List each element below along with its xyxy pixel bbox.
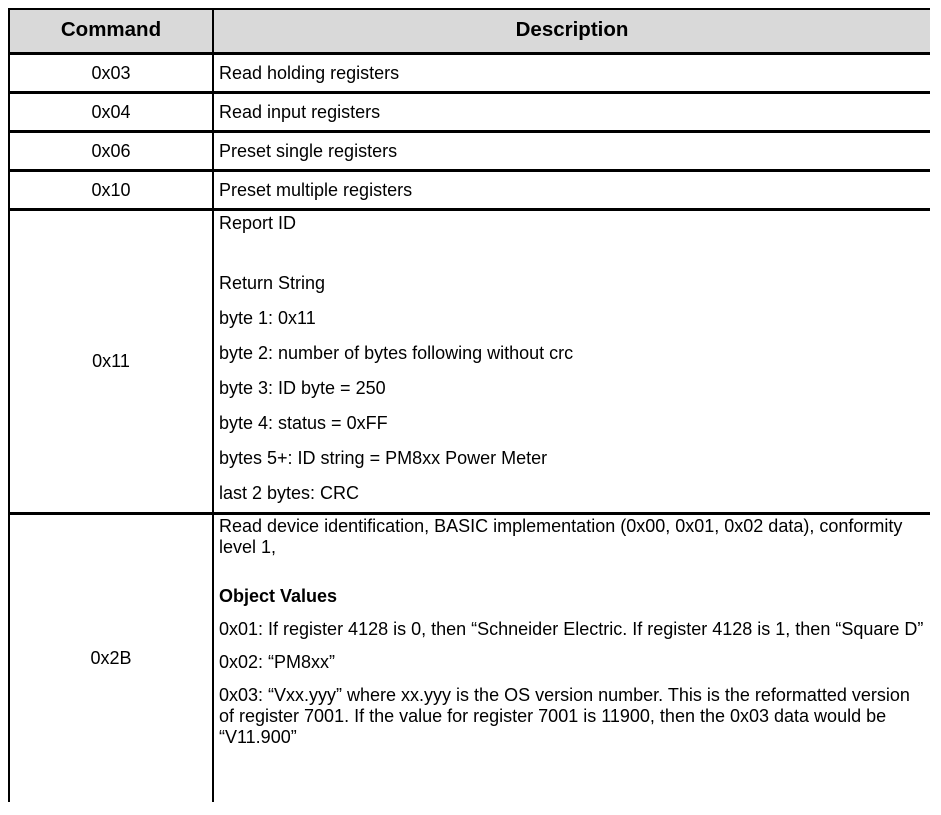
description-cell xyxy=(214,172,930,208)
header-command: Command xyxy=(10,10,212,52)
object-value-item: 0x02: “PM8xx” xyxy=(219,652,336,672)
header-description: Description xyxy=(214,10,930,52)
description-cell xyxy=(214,94,930,130)
object-value-item: 0x03: “Vxx.yyy” where xx.yyy is the OS version number. This is the reformatted version of register 7001. If the value for register 7001 is 11900, then the 0x03 data would be “V11.900” xyxy=(219,685,910,747)
object-values-heading: Object Values xyxy=(219,586,338,606)
command-cell: 0x04 xyxy=(10,94,212,130)
description-line: bytes 5+: ID string = PM8xx Power Meter xyxy=(219,448,548,468)
object-value-item: 0x01: If register 4128 is 0, then “Schneider Electric. If register 4128 is 1, then “Square D” xyxy=(219,619,924,639)
command-cell: 0x03 xyxy=(10,55,212,91)
description-cell xyxy=(214,133,930,169)
command-cell: 0x10 xyxy=(10,172,212,208)
description-line: byte 2: number of bytes following without crc xyxy=(219,343,574,363)
description-intro: Read device identification, BASIC implementation (0x00, 0x01, 0x02 data), conformity level 1, xyxy=(219,516,903,557)
description-line: byte 1: 0x11 xyxy=(219,308,316,328)
description-text: Preset single registers xyxy=(219,140,398,161)
description-text: Read holding registers xyxy=(219,62,400,83)
description-line: last 2 bytes: CRC xyxy=(219,483,360,503)
command-cell: 0x2B xyxy=(10,515,212,802)
command-cell: 0x11 xyxy=(10,211,212,512)
description-line: Return String xyxy=(219,273,326,293)
description-cell xyxy=(214,211,930,512)
description-line: Report ID xyxy=(219,213,297,233)
description-line: byte 3: ID byte = 250 xyxy=(219,378,386,398)
command-cell: 0x06 xyxy=(10,133,212,169)
command-table xyxy=(8,8,930,802)
description-cell xyxy=(214,515,930,802)
description-text: Preset multiple registers xyxy=(219,179,413,200)
description-line: byte 4: status = 0xFF xyxy=(219,413,388,433)
description-cell xyxy=(214,55,930,91)
description-text: Read input registers xyxy=(219,101,381,122)
